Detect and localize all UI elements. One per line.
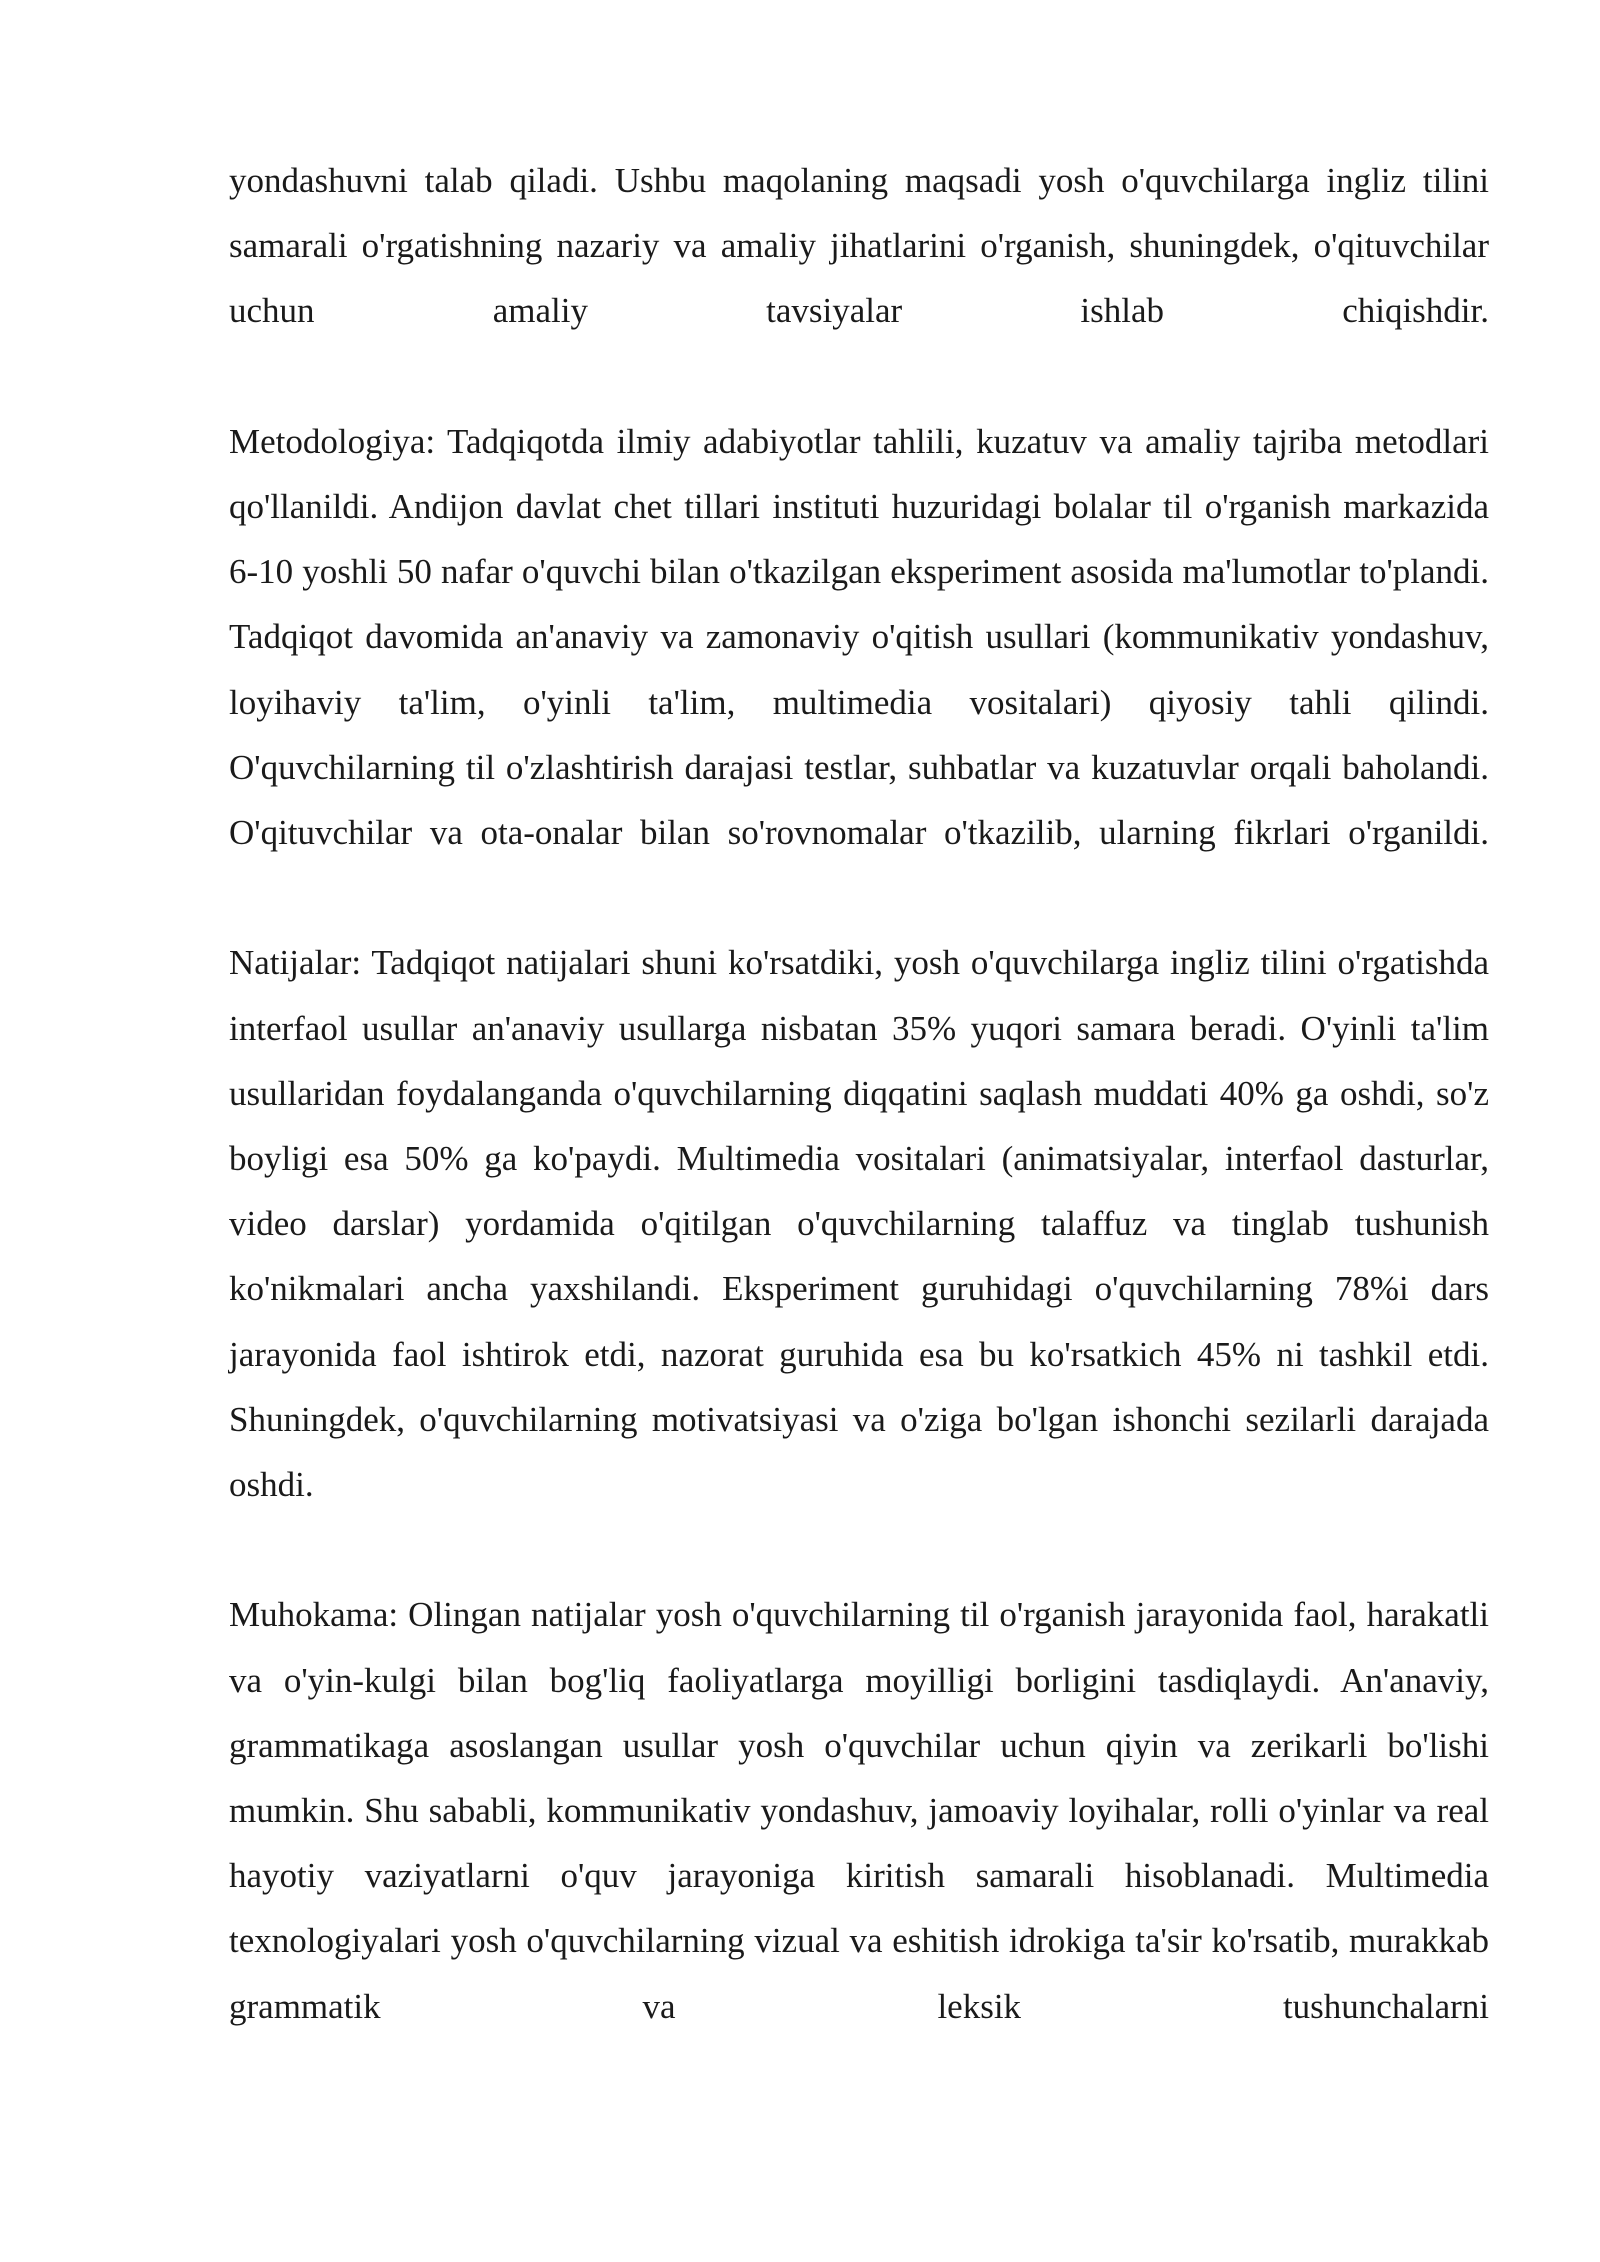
intro-paragraph: yondashuvni talab qiladi. Ushbu maqolaning maqsadi yosh o'quvchilarga ingliz tilini samarali o'rgatishning nazariy va amaliy jihatlarini o'rganish, shuningdek, o'qituvchilar uchun amaliy tavsiyalar ishlab chiqishdir. xyxy=(229,161,1489,331)
results-paragraph: Natijalar: Tadqiqot natijalari shuni ko'rsatdiki, yosh o'quvchilarga ingliz tilini o'rgatishda interfaol usullar an'anaviy usullarga nisbatan 35% yuqori samara beradi. O'yinli ta'lim usullaridan foydalanganda o'quvchilarning diqqatini saqlash muddati 40% ga oshdi, so'z boyligi esa 50% ga ko'paydi. Multimedia vositalari (animatsiyalar, interfaol dasturlar, video darslar) yordamida o'qitilgan o'quvchilarning talaffuz va tinglab tushunish ko'nikmalari ancha yaxshilandi. Eksperiment guruhidagi o'quvchilarning 78%i dars jarayonida faol ishtirok etdi, nazorat guruhida esa bu ko'rsatkich 45% ni tashkil etdi. Shuningdek, o'quvchilarning motivatsiyasi va o'ziga bo'lgan ishonchi sezilarli darajada oshdi. xyxy=(229,943,1489,1505)
discussion-paragraph: Muhokama: Olingan natijalar yosh o'quvchilarning til o'rganish jarayonida faol, harakatli va o'yin-kulgi bilan bog'liq faoliyatlarga moyilligi borligini tasdiqlaydi. An'anaviy, grammatikaga asoslangan usullar yosh o'quvchilar uchun qiyin va zerikarli bo'lishi mumkin. Shu sababli, kommunikativ yondashuv, jamoaviy loyihalar, rolli o'yinlar va real hayotiy vaziyatlarni o'quv jarayoniga kiritish samarali hisoblanadi. Multimedia texnologiyalari yosh o'quvchilarning vizual va eshitish idrokiga ta'sir ko'rsatib, murakkab grammatik va leksik tushunchalarni xyxy=(229,1595,1489,2026)
document-page xyxy=(229,148,1489,2039)
methodology-paragraph: Metodologiya: Tadqiqotda ilmiy adabiyotlar tahlili, kuzatuv va amaliy tajriba metodlari qo'llanildi. Andijon davlat chet tillari instituti huzuridagi bolalar til o'rganish markazida 6-10 yoshli 50 nafar o'quvchi bilan o'tkazilgan eksperiment asosida ma'lumotlar to'plandi. Tadqiqot davomida an'anaviy va zamonaviy o'qitish usullari (kommunikativ yondashuv, loyihaviy ta'lim, o'yinli ta'lim, multimedia vositalari) qiyosiy tahli qilindi. O'quvchilarning til o'zlashtirish darajasi testlar, suhbatlar va kuzatuvlar orqali baholandi. O'qituvchilar va ota-onalar bilan so'rovnomalar o'tkazilib, ularning fikrlari o'rganildi. xyxy=(229,421,1489,853)
